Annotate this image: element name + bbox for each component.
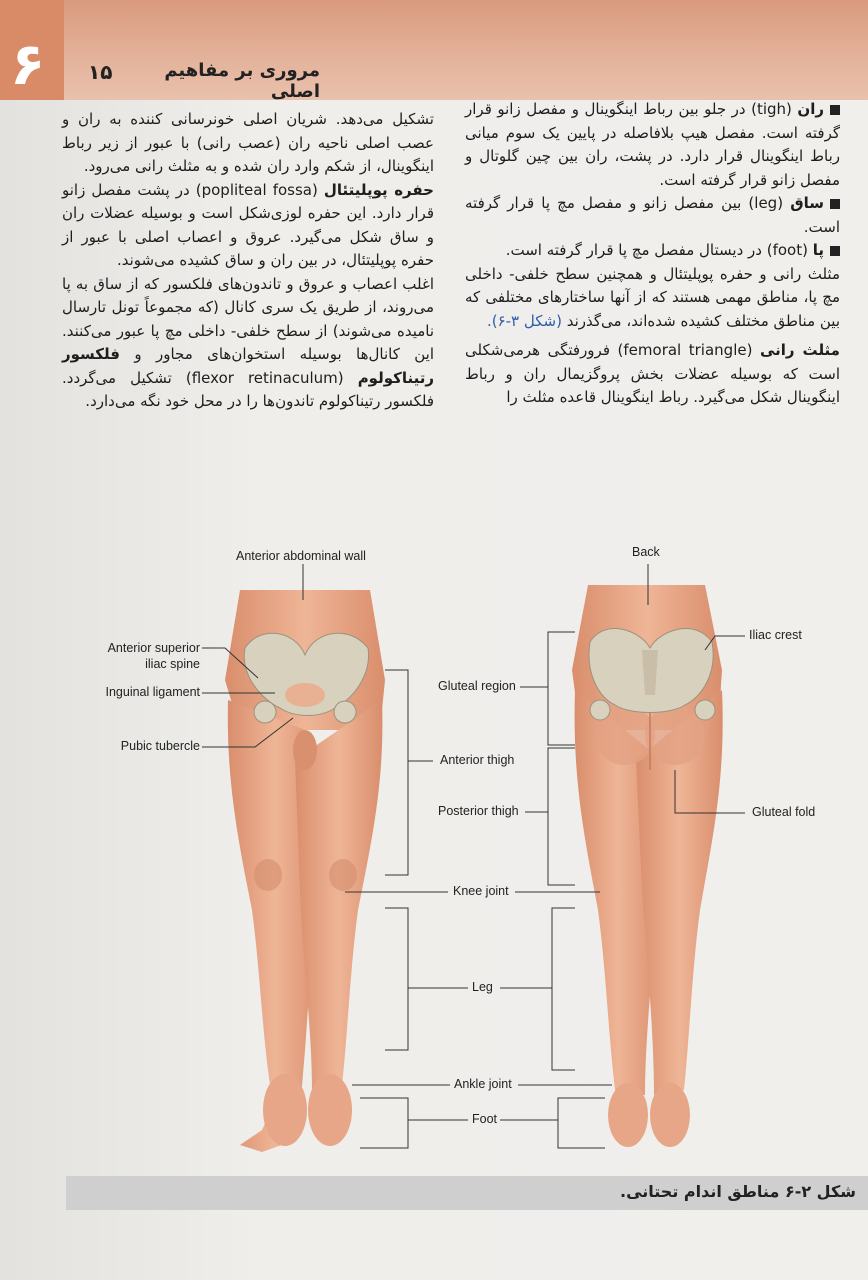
page-number: ۱۵ xyxy=(88,60,113,84)
paragraph-femoral-triangle xyxy=(465,339,840,410)
label-asis-line2: iliac spine xyxy=(145,657,200,671)
figure-caption: شکل ۲-۶ مناطق اندام تحتانی. xyxy=(619,1182,856,1201)
text-popliteal: (popliteal fossa) در پشت مفصل زانو قرار دارد. این حفره لوزی‌شکل است و بوسیله عضلات ران و ساق شکل می‌گیرد. عروق و اعصاب اصلی با عبور از حفره پوپلیتئال، در بین ران و ساق کشیده می‌شوند. xyxy=(62,180,434,269)
bullet-icon xyxy=(830,105,840,115)
label-anterior-thigh: Anterior thigh xyxy=(440,753,515,767)
text-leg: (leg) بین مفصل زانو و مفصل مچ پا قرار گرفته است. xyxy=(465,194,840,236)
text-foot: (foot) در دیستال مفصل مچ پا قرار گرفته است. xyxy=(505,241,813,259)
term-femoral-triangle: مثلث رانی xyxy=(759,341,840,359)
chapter-number: ۶ xyxy=(10,30,46,98)
left-text-column xyxy=(62,108,434,414)
label-anterior-abdominal-wall: Anterior abdominal wall xyxy=(236,549,366,563)
header-band xyxy=(0,0,868,100)
paragraph-femoral-contents: تشکیل می‌دهد. شریان اصلی خونرسانی کننده به ران و عصب اصلی ناحیه ران (عصب رانی) با عبور از زیر رباط اینگوینال، از شکم وارد ران شده و به مثلث رانی می‌رود. xyxy=(62,110,434,175)
bullet-icon xyxy=(830,246,840,256)
label-gluteal-region: Gluteal region xyxy=(438,679,516,693)
paragraph-thigh xyxy=(465,98,840,192)
text-thigh: (tigh) در جلو بین رباط اینگوینال و مفصل زانو قرار گرفته است. مفصل هیپ بلافاصله در پایین یک سوم میانی رباط اینگوینال قرار دارد. در پشت، ران بین چین گلوتال و مفصل زانو قرار گرفته است. xyxy=(465,100,840,189)
posterior-view xyxy=(572,585,723,1147)
paragraph-foot xyxy=(465,239,840,263)
running-head: مروری بر مفاهیم اصلی xyxy=(164,60,320,102)
label-gluteal-fold: Gluteal fold xyxy=(752,805,816,819)
text-regions: مثلث رانی و حفره پوپلیتئال و همچنین سطح خلفی- داخلی مچ پا، مناطق مهمی هستند که از آنها ساختارهای مختلفی که بین مناطق مختلف کشیده شده‌اند، می‌گذرند xyxy=(465,264,840,330)
label-iliac-crest: Iliac crest xyxy=(749,628,802,642)
text-tarsal-a: اغلب اعصاب و عروق و تاندون‌های فلکسور که از ساق به پا می‌روند، از طریق یک سری کانال (که مجموعاً تونل تارسال نامیده می‌شوند) از سطح خلفی- داخلی مچ پا عبور می‌کنند. این کانال‌ها بوسیله استخوان‌های مجاور و xyxy=(62,274,434,363)
anterior-view xyxy=(225,590,385,1152)
paragraph-popliteal xyxy=(62,179,434,273)
paragraph-leg xyxy=(465,192,840,239)
figure-reference: (شکل ۳-۶). xyxy=(486,311,562,330)
lower-limb-figure xyxy=(0,530,868,1170)
label-inguinal-ligament: Inguinal ligament xyxy=(105,685,200,699)
paragraph-tarsal xyxy=(62,273,434,414)
label-foot: Foot xyxy=(472,1112,498,1126)
text-femoral-triangle: (femoral triangle) فرورفتگی هرمی‌شکلی است که بوسیله عضلات بخش پروگزیمال ران و رباط اینگوینال شکل می‌گیرد. رباط اینگوینال قاعده مثلث را xyxy=(465,341,840,406)
label-asis-line1: Anterior superior xyxy=(107,641,200,655)
label-knee-joint: Knee joint xyxy=(453,884,509,898)
paragraph-regions xyxy=(465,263,840,334)
lower-limb-illustration xyxy=(0,530,868,1170)
label-posterior-thigh: Posterior thigh xyxy=(438,804,519,818)
term-thigh: ران xyxy=(797,100,824,118)
label-leg: Leg xyxy=(472,980,493,994)
right-text-column xyxy=(465,98,840,410)
term-leg: ساق xyxy=(790,194,824,212)
label-ankle-joint: Ankle joint xyxy=(454,1077,512,1091)
term-foot: پا xyxy=(812,241,824,259)
term-flexor-retinaculum: فلکسور رتیناکولوم xyxy=(62,345,434,387)
label-back: Back xyxy=(632,545,660,559)
label-pubic-tubercle: Pubic tubercle xyxy=(120,739,200,753)
text-tarsal-b: (flexor retinaculum) تشکیل می‌گردد. فلکسور رتیناکولوم تاندون‌ها را در محل خود نگه می‌دارد. xyxy=(62,368,434,410)
term-popliteal: حفره پوپلیتئال xyxy=(323,180,434,199)
bullet-icon xyxy=(830,199,840,209)
